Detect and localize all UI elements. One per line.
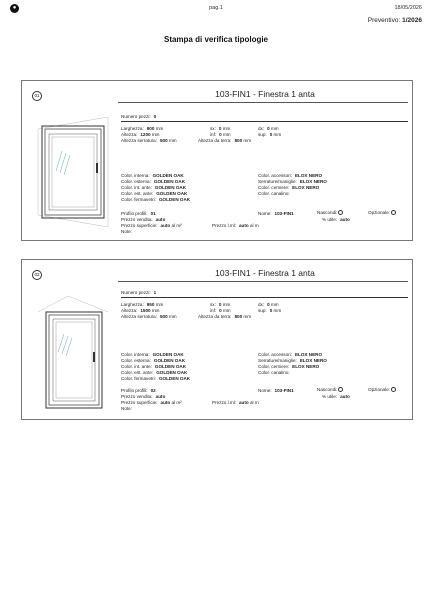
profilo-profili: Profilo profili: 01 <box>121 211 156 216</box>
color-accessori: Color. accessori: ELOX NERO <box>258 173 323 178</box>
title-divider <box>118 281 408 282</box>
prezzo-lineare: Prezzo l.ml: auto al m <box>212 223 259 228</box>
prezzo-superficie: Prezzo superficie: auto al m² <box>121 400 182 405</box>
color-int-ante: Color. int. ante: GOLDEN OAK <box>121 185 187 190</box>
item-index-badge: 02 <box>32 270 42 280</box>
offset-sx: sx: 0 mm <box>210 126 231 131</box>
nascondi-radio[interactable] <box>338 210 343 215</box>
offset-sup: sup: 0 mm <box>258 308 282 313</box>
section-rule <box>121 297 408 298</box>
color-interna: Color. interna: GOLDEN OAK <box>121 173 184 178</box>
color-accessori: Color. accessori: ELOX NERO <box>258 352 323 357</box>
color-fermavetri: Color. fermavetri: GOLDEN OAK <box>121 376 191 381</box>
window-drawing <box>32 290 112 416</box>
color-interna: Color. interna: GOLDEN OAK <box>121 352 184 357</box>
percent-utile: % utile: auto <box>322 217 350 222</box>
preventivo-value: 1/2026 <box>402 17 422 24</box>
altezza-serratura: Altezza serratura: 500 mm <box>121 314 177 319</box>
nascondi-option[interactable]: Nascondi: <box>317 387 343 393</box>
larghezza: Larghezza: 900 mm <box>121 126 164 131</box>
offset-sx: sx: 0 mm <box>210 302 231 307</box>
offset-dx: dx: 0 mm <box>258 302 279 307</box>
nome: Nome: 103-FIN1 <box>258 388 294 393</box>
color-canalino: Color. canalino: <box>258 191 290 196</box>
prezzo-vendita: Prezzo vendita: auto <box>121 394 166 399</box>
item-index-badge: 01 <box>32 91 42 101</box>
color-cerniere: Color. cerniere: ELOX NERO <box>258 185 320 190</box>
preventivo-label: Preventivo: <box>367 17 401 24</box>
offset-dx: dx: 0 mm <box>258 126 279 131</box>
color-esterna: Color. esterna: GOLDEN OAK <box>121 358 186 363</box>
opzionale-option[interactable]: Opzionale: <box>368 210 396 216</box>
typology-title: 103-FIN1 - Finestra 1 anta <box>215 268 315 278</box>
typology-title: 103-FIN1 - Finestra 1 anta <box>215 89 315 99</box>
offset-inf: inf: 0 mm <box>210 308 231 313</box>
nome: Nome: 103-FIN1 <box>258 211 294 216</box>
altezza: Altezza: 1200 mm <box>121 132 160 137</box>
color-cerniere: Color. cerniere: ELOX NERO <box>258 364 320 369</box>
window-drawing <box>32 111 112 237</box>
brand-logo: ● <box>10 4 19 13</box>
altezza: Altezza: 1500 mm <box>121 308 160 313</box>
altezza-da-terra: Altezza da terra: 800 mm <box>198 138 252 143</box>
page-title: Stampa di verifica tipologie <box>163 35 269 44</box>
section-rule <box>121 121 408 122</box>
serrature-maniglie: Serrature/maniglie: ELOX NERO <box>258 358 327 363</box>
profilo-profili: Profilo profili: 02 <box>121 388 156 393</box>
color-int-ante: Color. int. ante: GOLDEN OAK <box>121 364 187 369</box>
print-date: 18/05/2026 <box>394 5 422 11</box>
offset-sup: sup: 0 mm <box>258 132 282 137</box>
note: Note: <box>121 406 132 411</box>
color-est-ante: Color. est. ante: GOLDEN OAK <box>121 191 188 196</box>
color-esterna: Color. esterna: GOLDEN OAK <box>121 179 186 184</box>
opzionale-radio[interactable] <box>391 387 396 392</box>
note: Note: <box>121 229 132 234</box>
altezza-serratura: Altezza serratura: 500 mm <box>121 138 177 143</box>
color-canalino: Color. canalino: <box>258 370 290 375</box>
page-number: pag.1 <box>209 5 223 11</box>
nascondi-radio[interactable] <box>338 387 343 392</box>
preventivo-ref <box>368 17 422 24</box>
numero-pezzi: Numero pezzi: 0 <box>121 114 157 119</box>
prezzo-superficie: Prezzo superficie: auto al m² <box>121 223 182 228</box>
larghezza: Larghezza: 950 mm <box>121 302 164 307</box>
color-est-ante: Color. est. ante: GOLDEN OAK <box>121 370 188 375</box>
serrature-maniglie: Serrature/maniglie: ELOX NERO <box>258 179 327 184</box>
nascondi-option[interactable]: Nascondi: <box>317 210 343 216</box>
offset-inf: inf: 0 mm <box>210 132 231 137</box>
prezzo-vendita: Prezzo vendita: auto <box>121 217 166 222</box>
numero-pezzi: Numero pezzi: 1 <box>121 290 157 295</box>
typology-card <box>21 80 413 241</box>
percent-utile: % utile: auto <box>322 394 350 399</box>
altezza-da-terra: Altezza da terra: 800 mm <box>198 314 252 319</box>
opzionale-radio[interactable] <box>391 210 396 215</box>
prezzo-lineare: Prezzo l.ml: auto al m <box>212 400 259 405</box>
opzionale-option[interactable]: Opzionale: <box>368 387 396 393</box>
typology-card <box>21 259 413 420</box>
title-divider <box>118 102 408 103</box>
color-fermavetri: Color. fermavetri: GOLDEN OAK <box>121 197 191 202</box>
